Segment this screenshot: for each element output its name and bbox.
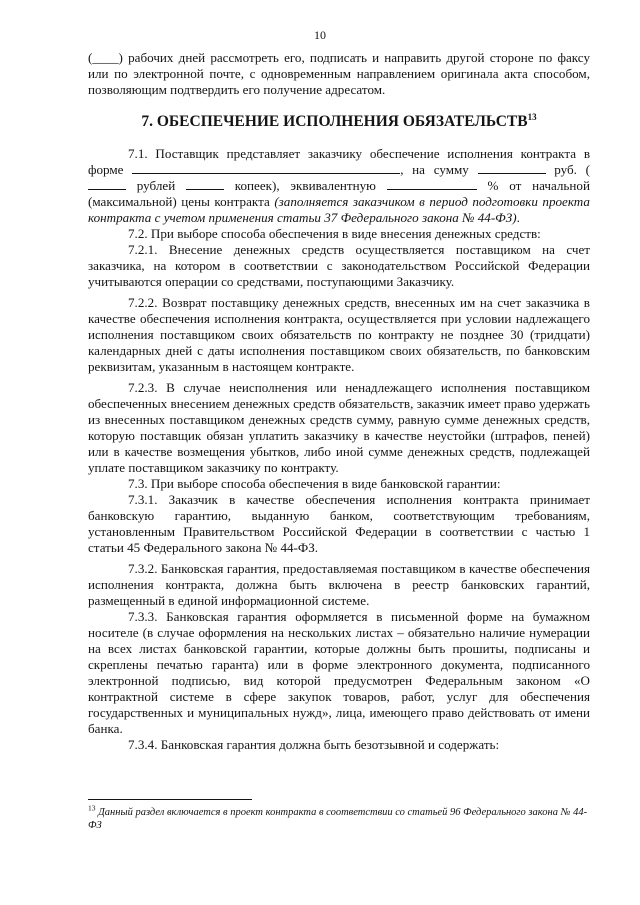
paragraph-7-1: 7.1. Поставщик представляет заказчику обеспечение исполнения контракта в форме , на сумму руб. ( рублей копеек), эквивалентную % от начальной (максимальной) цены контракта (заполняется заказчиком в период подготовки проекта контракта с учетом применения статьи 37 Федерального закона № 44-ФЗ). xyxy=(88,146,590,225)
p7-1-lead: 7.1. Поставщик представляет заказчику обеспечение исполнения контракта в форме xyxy=(88,146,590,177)
footnote-text: Данный раздел включается в проект контракта в соответствии со статьей 96 Федерального закона № 44-ФЗ xyxy=(88,807,588,831)
page-number: 10 xyxy=(314,28,326,42)
paragraph-7-3-4: 7.3.4. Банковская гарантия должна быть безотзывной и содержать: xyxy=(128,737,500,752)
paragraph-7-2-3: 7.2.3. В случае неисполнения или ненадлежащего исполнения поставщиком обеспеченных внесением денежных средств обязательств, заказчик имеет право удержать из внесенных поставщиком денежных средств сумму, равную сумме денежных средств, которую поставщик обязан уплатить заказчику в качестве неустойки (штрафов, пеней) или в качестве возмещения убытков, либо иной сумме денежных средств, подлежащей уплате поставщиком заказчику по контракту. xyxy=(88,380,590,475)
paragraph-7-2-1: 7.2.1. Внесение денежных средств осуществляется поставщиком на счет заказчика, на котором в соответствии с законодательством Российской Федерации учитываются операции со средствами, поступающими Заказчику. xyxy=(88,242,590,289)
paragraph-7-3-3: 7.3.3. Банковская гарантия оформляется в письменной форме на бумажном носителе (в случае оформления на нескольких листах – обязательно наличие нумерации на всех листах банковской гарантии, которые должны быть прошиты, подписаны и скреплены печатью гаранта) или в форме электронного документа, подписанного электронной подписью, вид которой предусмотрен Федеральным законом «О контрактной системе в сфере закупок товаров, работ, услуг для обеспечения государственных и муниципальных нужд», лица, имеющего право действовать от имени банка. xyxy=(88,609,590,736)
footnote-number: 13 xyxy=(88,803,96,813)
footnote xyxy=(88,803,590,832)
paragraph-7-2-2: 7.2.2. Возврат поставщику денежных средств, внесенных им на счет заказчика в качестве обеспечения исполнения контракта, осуществляется при условии надлежащего исполнения поставщиком своих обязательств по контракту не позднее 30 (тридцати) календарных дней с даты исполнения поставщиком своих обязательств, по банковским реквизитам, указанным в настоящем контракте. xyxy=(88,295,590,374)
rubles-words-blank xyxy=(88,178,126,190)
footnote-separator xyxy=(88,799,252,800)
paragraph-7-2: 7.2. При выборе способа обеспечения в виде внесения денежных средств: xyxy=(128,226,541,241)
sum-blank xyxy=(478,162,546,174)
percent-blank xyxy=(387,178,477,190)
footnote-ref: 13 xyxy=(527,111,537,122)
kopecks-blank xyxy=(186,178,224,190)
intro-blank: (____) xyxy=(88,50,123,65)
intro-paragraph xyxy=(88,50,590,98)
page-body xyxy=(88,50,590,753)
paragraph-7-3-1: 7.3.1. Заказчик в качестве обеспечения исполнения контракта принимает банковскую гарантию, выданную банком, соответствующим требованиям, установленным Правительством Российской Федерации в соответствии с частью 1 статьи 45 Федерального закона № 44-ФЗ. xyxy=(88,492,590,555)
section-title xyxy=(88,112,590,132)
p7-1-na-summu: на сумму xyxy=(412,162,469,177)
paragraph-7-3: 7.3. При выборе способа обеспечения в виде банковской гарантии: xyxy=(128,476,501,491)
intro-text: рабочих дней рассмотреть его, подписать и направить другой стороне по факсу или по электронной почте, с одновременным направлением оригинала акта способом, позволяющим подтвердить его получение адресатом. xyxy=(88,50,590,97)
paragraph-7-3-2: 7.3.2. Банковская гарантия, предоставляемая поставщиком в качестве обеспечения исполнения контракта, должна быть включена в реестр банковских гарантий, размещенный в единой информационной системе. xyxy=(88,561,590,608)
contract-form-blank xyxy=(132,162,400,174)
p7-1-note: (заполняется заказчиком в период подготовки проекта контракта с учетом применения статьи 37 Федерального закона № 44-ФЗ) xyxy=(88,194,590,225)
section-title-text: 7. ОБЕСПЕЧЕНИЕ ИСПОЛНЕНИЯ ОБЯЗАТЕЛЬСТВ xyxy=(141,113,528,130)
